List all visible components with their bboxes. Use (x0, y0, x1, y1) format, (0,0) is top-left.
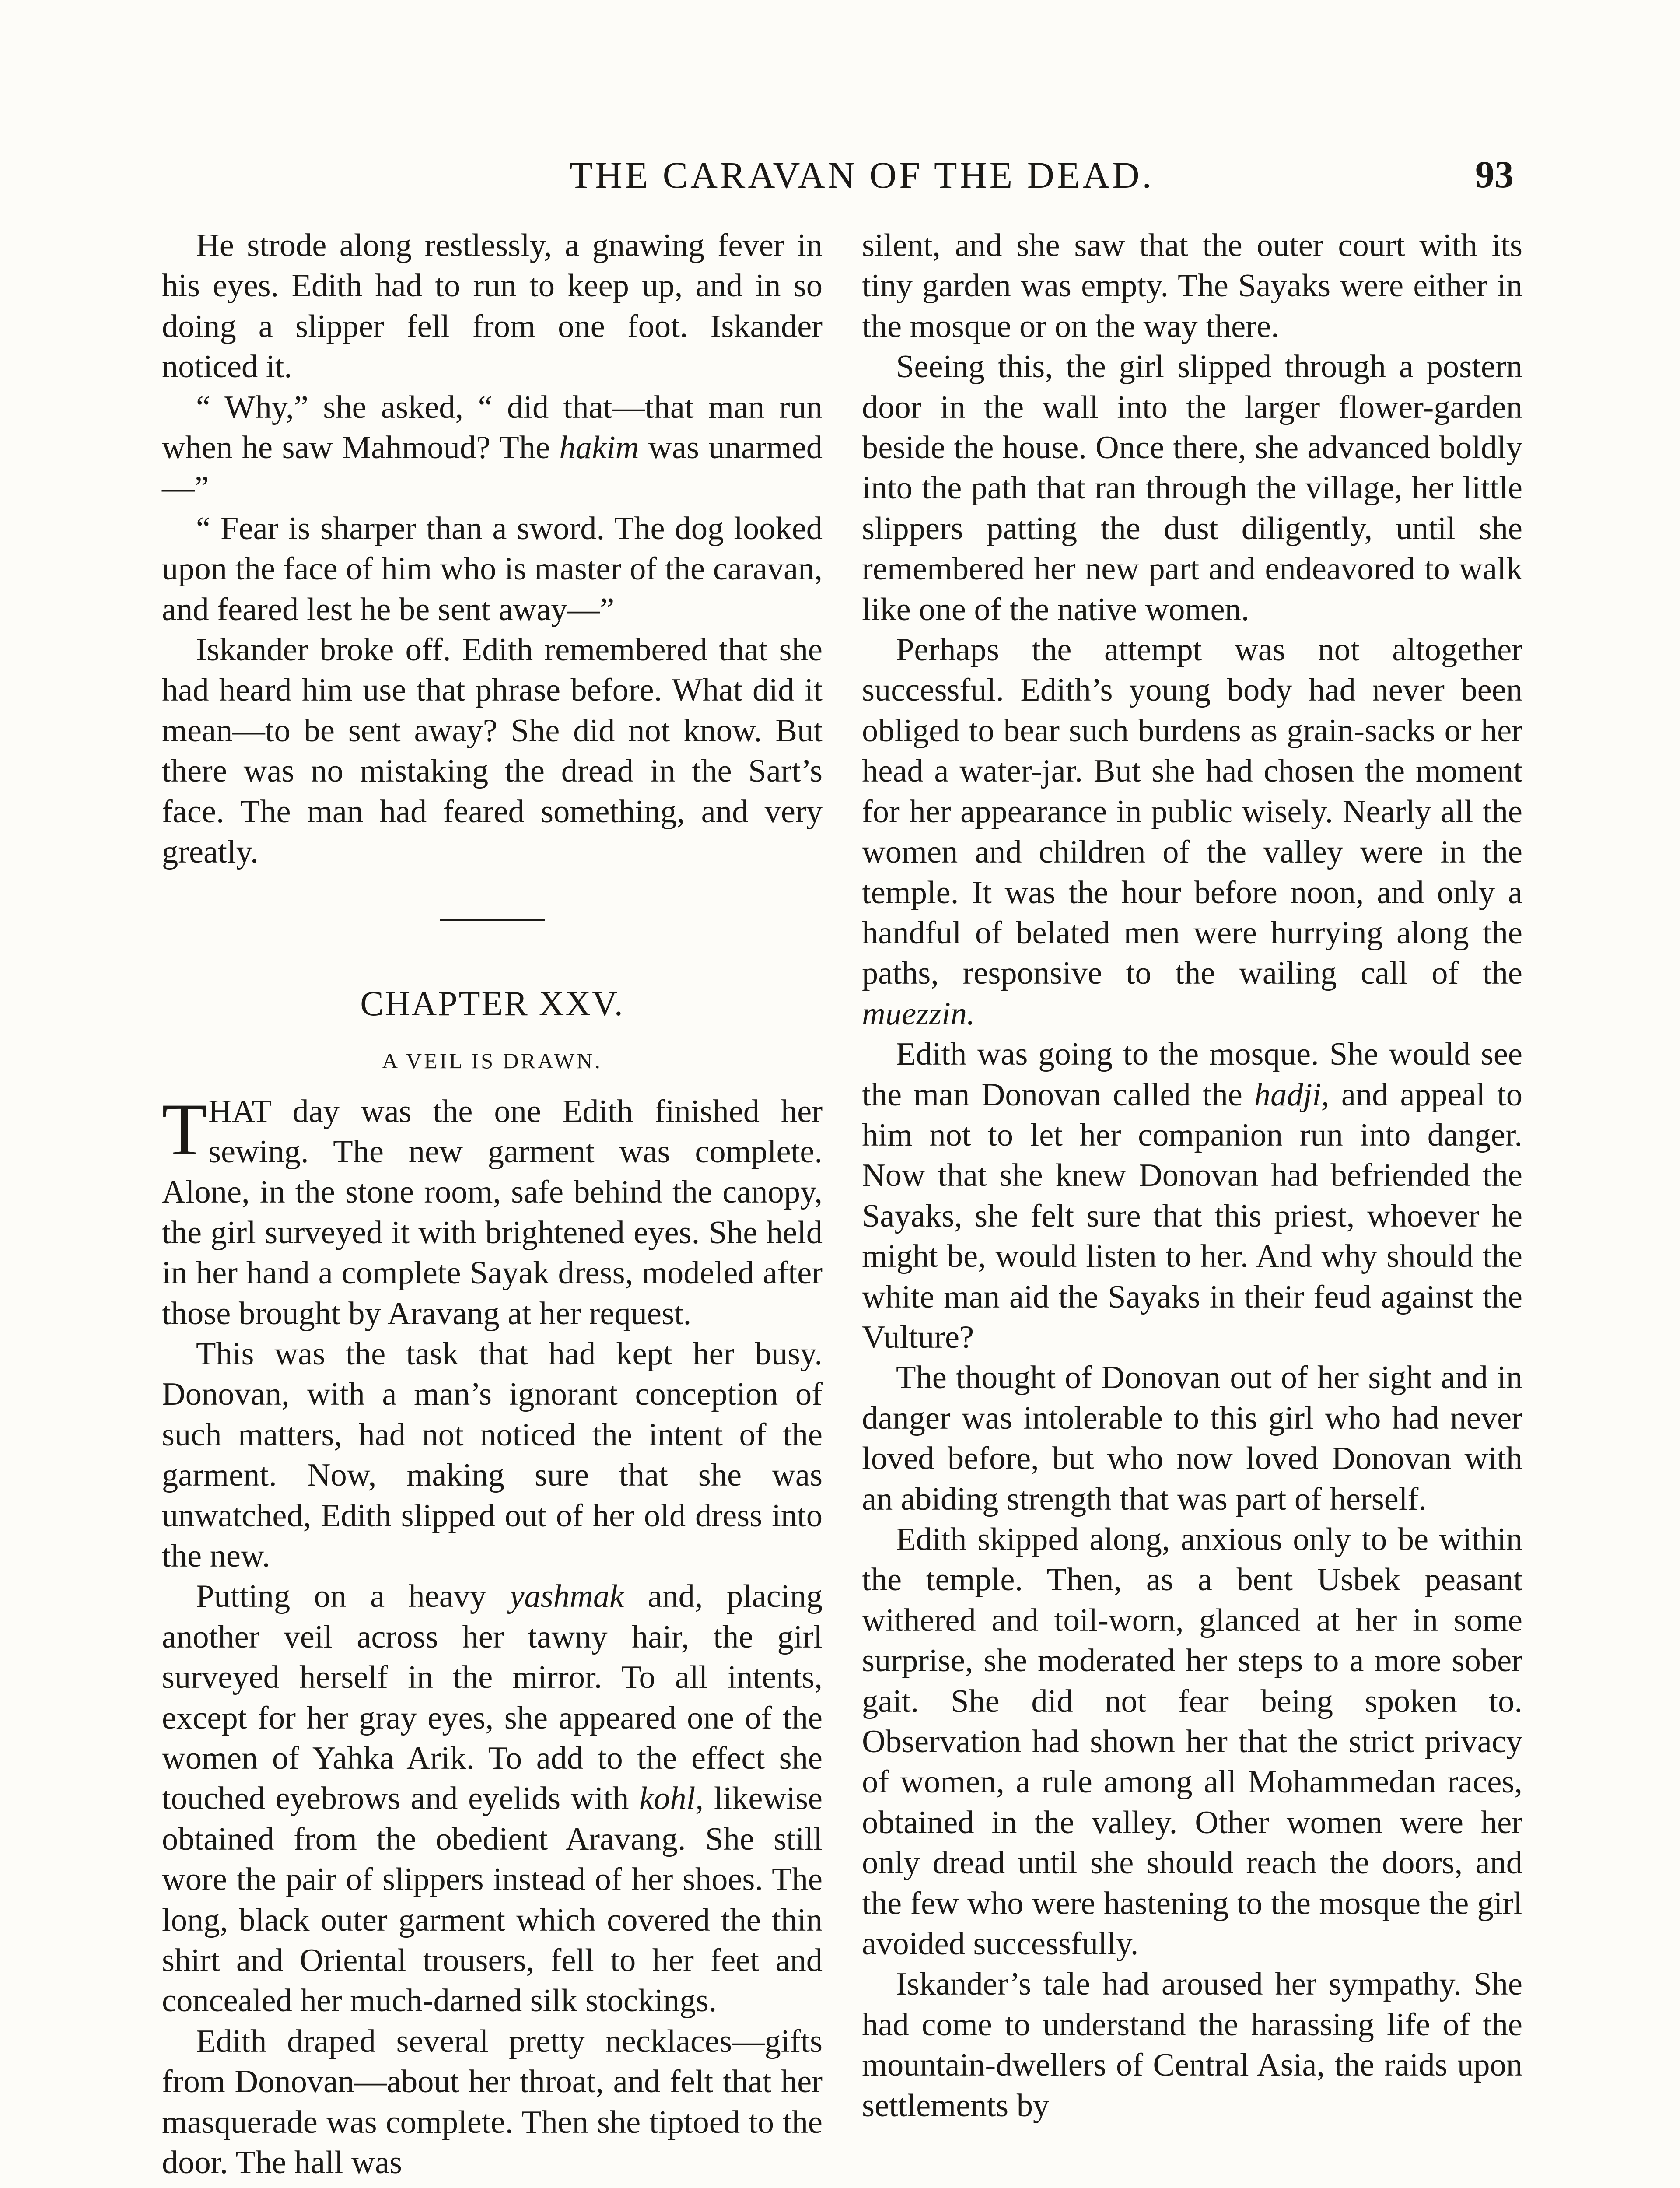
italic-word: hakim (559, 430, 639, 466)
section-divider (162, 873, 822, 969)
text-run: Perhaps the attempt was not altogether successful. Edith’s young body had never been obliged to bear such burdens as grain-sacks or her head a water-jar. But she had chosen the moment for her appearance in public wisely. Nearly all the women and children of the valley were in the temple. It was the hour before noon, and only a handful of belated men were hurrying along the paths, responsive to the wailing call of the (862, 632, 1522, 992)
running-title: THE CARAVAN OF THE DEAD. (569, 154, 1155, 196)
paragraph (862, 1034, 1522, 1357)
paragraph (162, 1576, 822, 2021)
text-run: Edith was going to the mosque. She would see the man Donovan called the (862, 1036, 1522, 1113)
paragraph: Edith draped several pretty necklaces—gifts from Donovan—about her throat, and felt that her masquerade was complete. Then she tiptoed to the door. The hall was (162, 2023, 822, 2181)
text-run: and appeal to him not to let her companion run into danger. Now that she knew Donovan had befriended the Sayaks, she felt sure that this priest, whoever he might be, would listen to her. And why should the white man aid the Sayaks in their feud against the Vulture? (862, 1076, 1522, 1355)
italic-word: hadji, (1254, 1076, 1330, 1113)
paragraph: Iskander’s tale had aroused her sympathy. She had come to understand the harassing life of the mountain-dwellers of Central Asia, the raids upon settlements by (862, 1966, 1522, 2124)
page-number: 93 (1475, 154, 1514, 196)
chapter-title: CHAPTER XXV. (360, 984, 624, 1023)
paragraph: “ Fear is sharper than a sword. The dog looked upon the face of him who is master of the caravan, and feared lest he be sent away—” (162, 510, 822, 628)
italic-word: yashmak (510, 1578, 624, 1615)
text-run: was unarmed—” (162, 430, 822, 506)
paragraph (862, 630, 1522, 1034)
right-column (862, 225, 1522, 2126)
text-run: HAT day was the one Edith finished her sewing. The new garment was complete. Alone, in the stone room, safe behind the canopy, the girl surveyed it with brightened eyes. She held in her hand a complete Sayak dress, modeled after those brought by Aravang at her request. (162, 1093, 822, 1332)
left-column (162, 225, 822, 2183)
paragraph: The thought of Donovan out of her sight and in danger was intolerable to this girl who had never loved before, but who now loved Donovan with an abiding strength that was part of herself. (862, 1360, 1522, 1517)
paragraph: Seeing this, the girl slipped through a postern door in the wall into the larger flower-garden beside the house. Once there, she advanced boldly into the path that ran through the village, her little slippers patting the dust diligently, until she remembered her new part and endeavored to walk like one of the native women. (862, 349, 1522, 628)
paragraph: This was the task that had kept her busy. Donovan, with a man’s ignorant conception of such matters, had not noticed the intent of the garment. Now, making sure that she was unwatched, Edith slipped out of her old dress into the new. (162, 1336, 822, 1574)
italic-word: muezzin. (862, 996, 975, 1032)
text-run: “ Why,” she asked, “ did that—that man run when he saw Mahmoud? The (162, 389, 822, 466)
opening-paragraph (162, 1088, 822, 1334)
paragraph: He strode along restlessly, a gnawing fever in his eyes. Edith had to run to keep up, and in so doing a slipper fell from one foot. Iskander noticed it. (162, 228, 822, 385)
drop-cap: T (162, 1088, 207, 1171)
text-run: and, placing another veil across her tawny hair, the girl surveyed herself in the mirror. To all intents, except for her gray eyes, she appeared one of the women of Yahka Arik. To add to the effect she touched eyebrows and eyelids with (162, 1578, 822, 1817)
paragraph (162, 387, 822, 508)
divider-rule (440, 919, 545, 921)
chapter-subtitle: A VEIL IS DRAWN. (382, 1048, 602, 1073)
paragraph: Iskander broke off. Edith remembered that she had heard him use that phrase before. What did it mean—to be sent away? She did not know. But there was no mistaking the dread in the Sart’s face. The man had feared something, and very greatly. (162, 632, 822, 870)
paragraph: Edith skipped along, anxious only to be within the temple. Then, as a bent Usbek peasant withered and toil-worn, glanced at her in some surprise, she moderated her steps to a more sober gait. She did not fear being spoken to. Observation had shown her that the strict privacy of women, a rule among all Mohammedan races, obtained in the valley. Other women were her only dread until she should reach the doors, and the few who were hastening to the mosque the girl avoided successfully. (862, 1522, 1522, 1962)
text-run: Putting on a heavy (196, 1578, 510, 1615)
text-run: likewise obtained from the obedient Aravang. She still wore the pair of slippers instead of her shoes. The long, black outer garment which covered the thin shirt and Oriental trousers, fell to her feet and concealed her much-darned silk stockings. (162, 1781, 823, 2019)
page-header (158, 151, 1514, 199)
italic-word: kohl, (639, 1781, 704, 1817)
paragraph: silent, and she saw that the outer court with its tiny garden was empty. The Sayaks were either in the mosque or on the way there. (862, 228, 1522, 344)
